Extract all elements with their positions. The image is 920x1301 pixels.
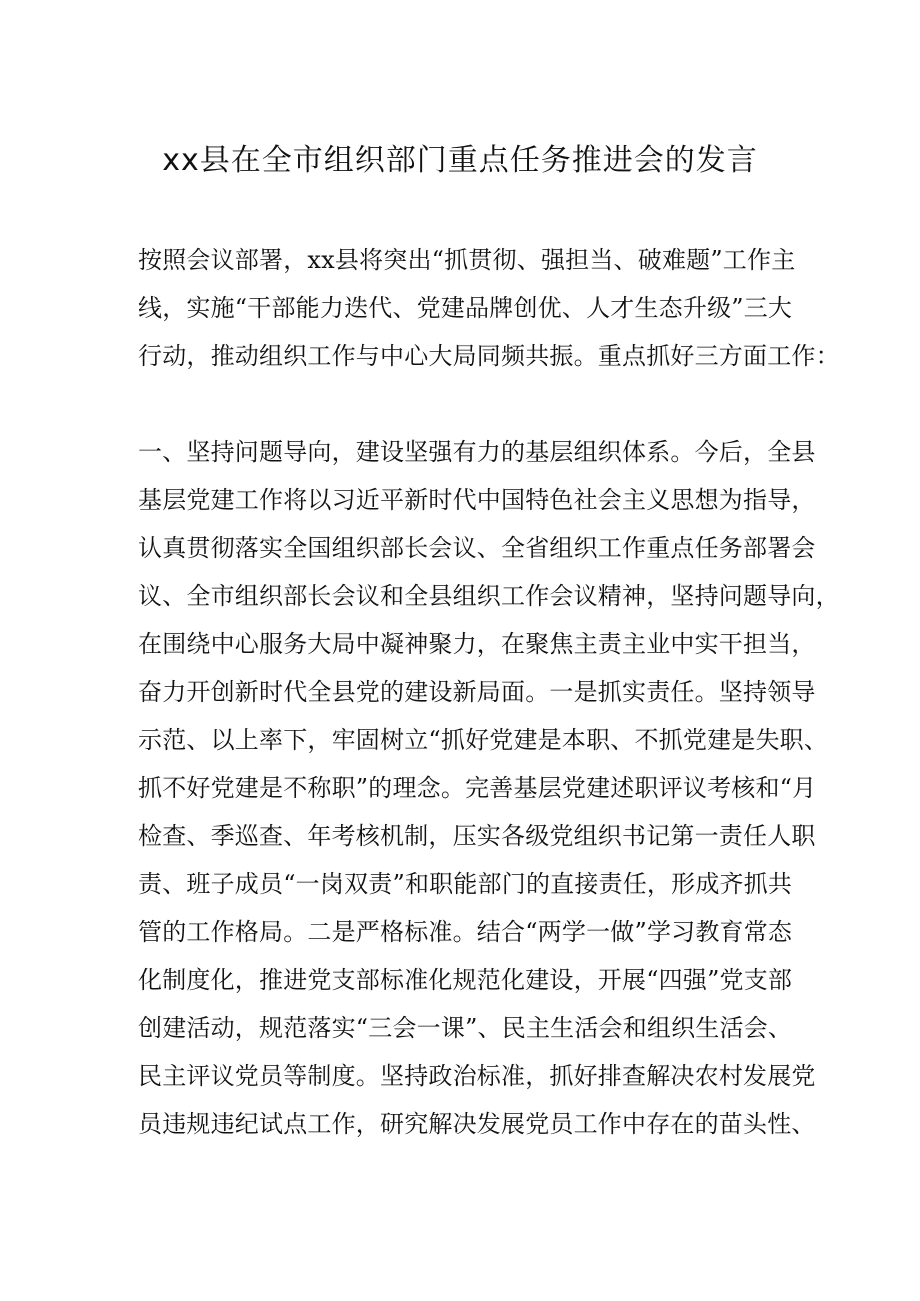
paragraph-line: 按照会议部署，xx县将突出“抓贯彻、强担当、破难题”工作主 [138, 246, 796, 274]
paragraph-line: 创建活动，规范落实“三会一课”、民主生活会和组织生活会、 [138, 1014, 793, 1042]
paragraph-line: 奋力开创新时代全县党的建设新局面。一是抓实责任。坚持领导 [138, 678, 816, 706]
paragraph-line: 线，实施“干部能力迭代、党建品牌创优、人才生态升级”三大 [138, 294, 793, 322]
paragraph-line: 民主评议党员等制度。坚持政治标准，抓好排查解决农村发展党 [138, 1062, 816, 1090]
paragraph-line: 责、班子成员“一岗双责”和职能部门的直接责任，形成齐抓共 [138, 870, 793, 898]
paragraph-line: 抓不好党建是不称职”的理念。完善基层党建述职评议考核和“月 [138, 774, 817, 802]
paragraph-line: 示范、以上率下，牢固树立“抓好党建是本职、不抓党建是失职、 [138, 726, 829, 754]
section-one-paragraph [138, 428, 840, 1148]
paragraph-line: 员违规违纪试点工作，研究解决发展党员工作中存在的苗头性、 [138, 1110, 816, 1138]
paragraph-line: 基层党建工作将以习近平新时代中国特色社会主义思想为指导， [138, 486, 816, 514]
intro-paragraph [138, 236, 840, 380]
paragraph-line: 在围绕中心服务大局中凝神聚力，在聚焦主责主业中实干担当， [138, 630, 816, 658]
document-title: xx县在全市组织部门重点任务推进会的发言 [162, 143, 758, 178]
paragraph-line: 一、坚持问题导向，建设坚强有力的基层组织体系。今后，全县 [138, 438, 816, 466]
paragraph-line: 行动，推动组织工作与中心大局同频共振。重点抓好三方面工作： [138, 342, 840, 370]
paragraph-line: 检查、季巡查、年考核机制，压实各级党组织书记第一责任人职 [138, 822, 816, 850]
paragraph-line: 议、全市组织部长会议和全县组织工作会议精神，坚持问题导向， [138, 582, 840, 610]
paragraph-line: 管的工作格局。二是严格标准。结合“两学一做”学习教育常态 [138, 918, 793, 946]
paragraph-line: 化制度化，推进党支部标准化规范化建设，开展“四强”党支部 [138, 966, 793, 994]
paragraph-line: 认真贯彻落实全国组织部长会议、全省组织工作重点任务部署会 [138, 534, 816, 562]
